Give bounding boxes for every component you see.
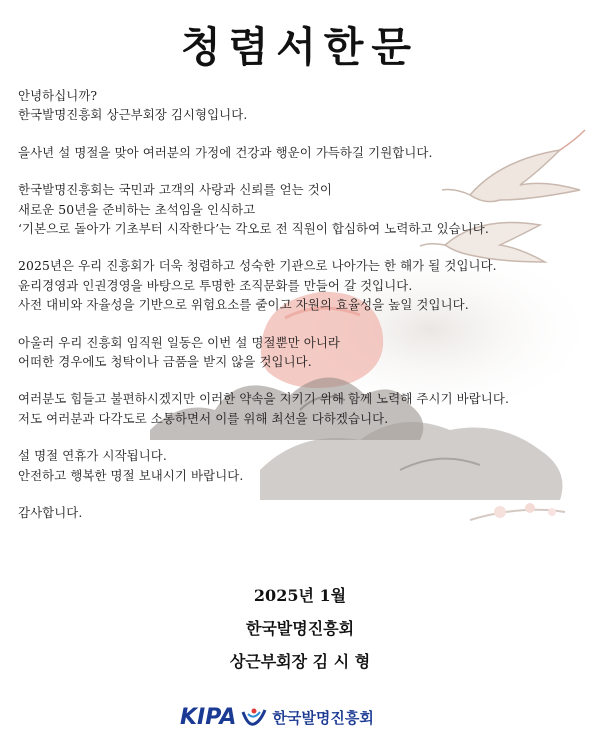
paragraph xyxy=(18,333,588,372)
greeting-line: 안녕하십니까? xyxy=(18,88,98,103)
kipa-emblem-icon xyxy=(240,706,268,728)
text-line: 을사년 설 명절을 맞아 여러분의 가정에 건강과 행운이 가득하길 기원합니다. xyxy=(18,144,433,160)
signature-signer: 상근부회장 김 시 형 xyxy=(229,652,371,671)
intro-line: 한국발명진흥회 상근부회장 김시형입니다. xyxy=(18,107,248,123)
paragraph xyxy=(18,503,588,522)
paragraph xyxy=(18,143,588,162)
text-line: 여러분도 힘들고 불편하시겠지만 이러한 약속을 지키기 위해 함께 노력해 주시기 바랍니다. xyxy=(18,391,509,407)
letter-title: 청렴서한문 xyxy=(180,23,420,71)
text-line: 아울러 우리 진흥회 임직원 일동은 이번 설 명절뿐만 아니라 xyxy=(18,334,340,350)
signature-organization: 한국발명진흥회 xyxy=(245,619,355,638)
text-line: 2025년은 우리 진흥회가 더욱 청렴하고 성숙한 기관으로 나아가는 한 해가 될 것입니다. xyxy=(18,258,497,274)
text-line: 윤리경영과 인권경영을 바탕으로 투명한 조직문화를 만들어 갈 것입니다. xyxy=(18,277,413,293)
paragraph xyxy=(18,446,588,485)
text-line: 안전하고 행복한 명절 보내시기 바랍니다. xyxy=(18,467,244,483)
text-line: 새로운 50년을 준비하는 초석임을 인식하고 xyxy=(18,201,256,217)
closing-line: 감사합니다. xyxy=(18,505,83,521)
paragraph xyxy=(18,86,588,125)
logo-organization-name: 한국발명진흥회 xyxy=(272,708,374,727)
kipa-logo xyxy=(180,702,420,732)
text-line: 저도 여러분과 다각도로 소통하면서 이를 위해 최선을 다하겠습니다. xyxy=(18,410,389,426)
text-line: 한국발명진흥회는 국민과 고객의 사랑과 신뢰를 얻는 것이 xyxy=(18,182,332,198)
letter-body xyxy=(18,86,588,523)
text-line: 사전 대비와 자율성을 기반으로 위험요소를 줄이고 자원의 효율성을 높일 것입니다. xyxy=(18,297,469,313)
paragraph xyxy=(18,256,588,314)
logo-acronym: KIPA xyxy=(180,704,237,730)
text-line: 어떠한 경우에도 청탁이나 금품을 받지 않을 것입니다. xyxy=(18,354,312,370)
text-line: 설 명절 연휴가 시작됩니다. xyxy=(18,448,167,464)
paragraph xyxy=(18,180,588,238)
text-line: ‘기본으로 돌아가 기초부터 시작한다’는 각오로 전 직원이 합심하여 노력하고 있습니다. xyxy=(18,221,489,237)
paragraph xyxy=(18,389,588,428)
signature-date: 2025년 1월 xyxy=(253,586,347,605)
